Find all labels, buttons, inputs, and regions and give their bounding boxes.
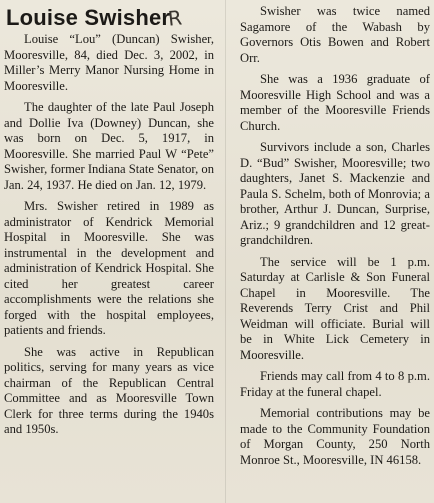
headline-name: Louise Swisher <box>6 5 171 30</box>
paragraph-education: She was a 1936 graduate of Mooresville High School and was a member of the Mooresville Friends Church. <box>240 72 430 133</box>
paragraph-visitation: Friends may call from 4 to 8 p.m. Friday at the funeral chapel. <box>240 369 430 399</box>
paragraph-survivors: Survivors include a son, Charles D. “Bud” Swisher, Mooresville; two daughters, Janet S. Mackenzie and Paula S. Schelm, both of Monrovia; a brother, Arthur J. Duncan, Surprise, Ariz.; 9 grandchildren and 12 great-grandchildren. <box>240 140 430 247</box>
paragraph-opening: Louise “Lou” (Duncan) Swisher, Mooresville, 84, died Dec. 3, 2002, in Miller’s Merry Manor Nursing Home in Mooresville. <box>4 32 214 93</box>
paragraph-family: The daughter of the late Paul Joseph and Dollie Iva (Downey) Duncan, she was born on Dec. 5, 1917, in Mooresville. She married Paul W “Pete” Swisher, former Indiana State Senator, on Jan. 24, 1937. He died on Jan. 12, 1979. <box>4 100 214 192</box>
paragraph-politics: She was active in Republican politics, serving for many years as vice chairman of the Republican Central Committee and as Mooresville Town Clerk for three terms during the 1940s and 1950s. <box>4 344 214 436</box>
paragraph-memorials: Memorial contributions may be made to the Community Foundation of Morgan County, 250 North Monroe St., Mooresville, IN 46158. <box>240 406 430 467</box>
column-divider <box>225 0 226 503</box>
right-column <box>240 0 430 468</box>
obituary-headline <box>6 6 214 30</box>
paragraph-honors: Swisher was twice named Sagamore of the Wabash by Governors Otis Bowen and Robert Orr. <box>240 4 430 65</box>
paragraph-service: The service will be 1 p.m. Saturday at Carlisle & Son Funeral Chapel in Mooresville. The Reverends Terry Crist and Phil Weidman will officiate. Burial will be in White Lick Cemetery in Mooresville. <box>240 254 430 362</box>
paragraph-career: Mrs. Swisher retired in 1989 as administrator of Kendrick Memorial Hospital in Mooresville. She was instrumental in the development and administration of Kendrick Hospital. She cited her greatest career accomplishments were the relations she forged with the hospital employees, patients and friends. <box>4 199 214 337</box>
handwritten-mark: R <box>166 5 184 31</box>
left-column <box>4 0 214 438</box>
